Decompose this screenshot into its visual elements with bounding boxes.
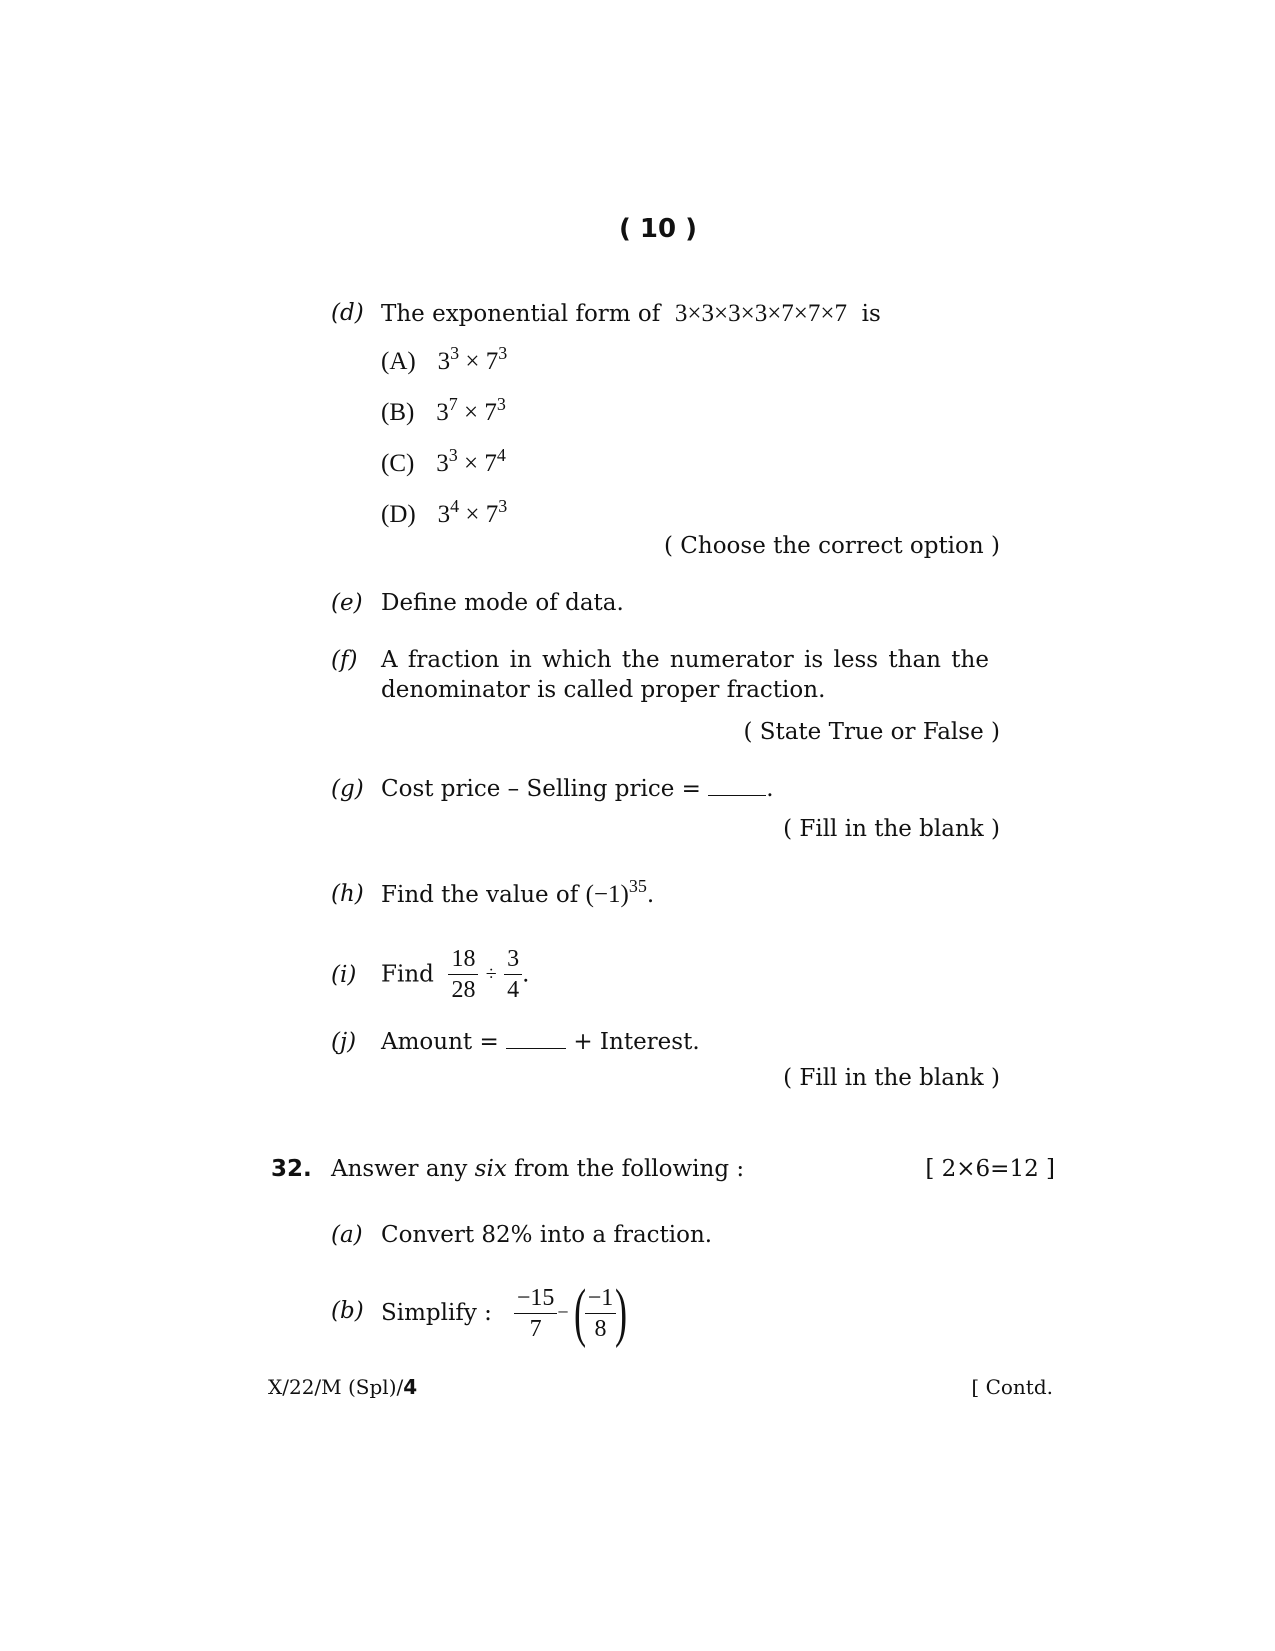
question-number-32: 32. [271,1156,312,1182]
question-text: Amount = [381,1029,499,1055]
q31-g-text [381,776,774,802]
q32-text-pre: Answer any [331,1156,468,1182]
question-text: Simplify : [381,1300,492,1326]
q32-b-label: (b) [331,1298,364,1324]
math-expression: 3×3×3×3×7×7×7 [674,300,848,327]
option-expression: $3^4 \times 7^3$ [437,496,508,528]
answer-blank [708,795,766,796]
q32-b-text [381,1276,632,1349]
option-expression: $3^7 \times 7^3$ [436,394,506,426]
math-power: $(-1)^{35}$ [585,876,647,908]
instruction-fill-blank-j: ( Fill in the blank ) [783,1065,1000,1091]
q32-text-em: six [474,1156,507,1182]
marks: [ 2×6=12 ] [925,1156,1055,1182]
fraction-1: $\frac{18}{28}$ [448,944,478,1005]
q32-text-post: from the following : [514,1156,745,1182]
q32-a-label: (a) [331,1222,363,1248]
option-expression: $3^3 \times 7^4$ [436,445,506,477]
q31-f-line2: denominator is called proper fraction. [381,677,826,703]
q31-i-label: (i) [331,962,357,988]
minus-operator: − [557,1301,569,1324]
paper-code-bold: 4 [403,1375,418,1399]
q32-text [331,1156,744,1182]
fraction-2: $\frac{3}{4}$ [504,944,522,1005]
option-label: (A) [381,348,416,375]
question-text: Find [381,961,434,988]
question-text: The exponential form of [381,301,661,327]
contd-note: [ Contd. [971,1375,1053,1399]
option-label: (C) [381,450,415,477]
fraction-1: $\frac{-15}{7}$ [514,1283,558,1344]
question-end: . [766,776,774,802]
q31-e-text: Define mode of data. [381,590,624,616]
q31-h-text [381,876,655,909]
option-d [381,496,508,529]
q31-j-text [381,1029,700,1055]
q31-d [331,300,364,326]
fraction-2: $\frac{-1}{8}$ [585,1283,617,1344]
q31-h-label: (h) [331,881,364,907]
q31-g-label: (g) [331,776,364,802]
q31-e-label: (e) [331,590,363,616]
option-b [381,394,506,427]
instruction-fill-blank-g: ( Fill in the blank ) [783,816,1000,842]
left-paren: ( [573,1276,586,1349]
option-label: (B) [381,399,415,426]
question-rest: + Interest. [573,1029,700,1055]
option-a [381,343,508,376]
paper-code [268,1375,417,1399]
instruction-true-false: ( State True or False ) [743,719,1000,745]
instruction-choose: ( Choose the correct option ) [664,533,1000,559]
question-text: Cost price – Selling price = [381,776,701,802]
question-suffix: is [861,301,881,327]
question-end: . [522,961,530,988]
option-expression: $3^3 \times 7^3$ [437,343,508,375]
answer-blank [506,1048,566,1049]
item-label: (d) [331,300,364,326]
q31-d-text [381,300,881,328]
q31-i-text [381,944,529,1005]
q31-f-label: (f) [331,647,358,673]
q31-j-label: (j) [331,1029,357,1055]
question-end: . [646,882,655,908]
q32-a-text: Convert 82% into a fraction. [381,1222,713,1248]
right-paren: ) [615,1276,628,1349]
divide-operator: ÷ [485,963,497,985]
paper-code-text: X/22/M (Spl)/ [268,1375,404,1399]
option-c [381,445,506,478]
q31-f-line1: A fraction in which the numerator is less than the [381,647,989,673]
page-number: ( 10 ) [619,214,698,244]
question-text: Find the value of [381,882,579,908]
option-label: (D) [381,501,416,528]
